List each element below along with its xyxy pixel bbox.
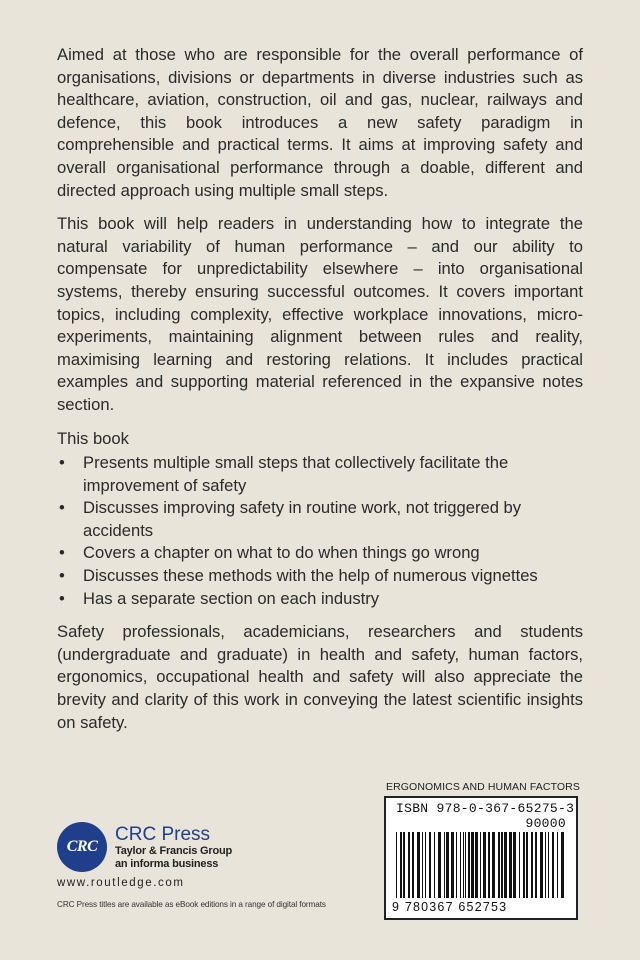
bullet-icon: •: [59, 543, 65, 563]
barcode-bar: [526, 832, 528, 898]
list-item: [57, 565, 583, 588]
isbn-barcode: [384, 796, 578, 920]
barcode-bar: [429, 832, 431, 898]
description-paragraph-1: Aimed at those who are responsible for the overall performance of organisations, divisions or departments in diverse industries such as healthcare, aviation, construction, oil and gas, nuclear, railways and defence, this book introduces a new safety paradigm in comprehensible and practical terms. It aims at improving safety and overall organisational performance through a doable, different and directed approach using multiple small steps.: [57, 45, 583, 200]
barcode-bar: [504, 832, 507, 898]
barcode-bar: [444, 832, 445, 898]
barcode-bar: [501, 832, 503, 898]
audience-paragraph: Safety professionals, academicians, researchers and students (undergraduate and graduate) in health and safety, human factors, ergonomics, occupational health and safety will also appreciate the brevity and clarity of this work in conveying the latest scientific insights on safety.: [57, 622, 583, 732]
list-item: [57, 452, 583, 497]
barcode-bar: [498, 832, 500, 898]
barcode-bar: [465, 832, 466, 898]
list-item-text: Discusses improving safety in routine work, not triggered by accidents: [83, 498, 522, 540]
bullet-icon: •: [59, 588, 65, 608]
publisher-name: CRC Press: [115, 824, 211, 845]
barcode-bar: [548, 832, 549, 898]
subject-category: ERGONOMICS AND HUMAN FACTORS: [386, 781, 580, 793]
barcode-bar: [408, 832, 410, 898]
bullet-icon: •: [59, 566, 65, 586]
barcode-bar: [422, 832, 423, 898]
publisher-website: www.routledge.com: [57, 877, 185, 889]
price-code: 90000: [525, 816, 566, 831]
barcode-bar: [463, 832, 464, 898]
barcode-bar: [509, 832, 512, 898]
list-item-text: Discusses these methods with the help of numerous vignettes: [83, 566, 538, 586]
barcode-bars: [396, 832, 568, 898]
barcode-bar: [451, 832, 454, 898]
barcode-bar: [471, 832, 474, 898]
list-item-text: Has a separate section on each industry: [83, 588, 380, 608]
barcode-bar: [513, 832, 516, 898]
barcode-bar: [557, 832, 558, 898]
crc-logo-icon: CRC: [57, 822, 107, 872]
barcode-bar: [483, 832, 486, 898]
list-item: [57, 542, 583, 565]
barcode-bar: [519, 832, 520, 898]
barcode-bar: [425, 832, 426, 898]
barcode-bar: [412, 832, 414, 898]
publisher-tagline: an informa business: [115, 858, 219, 870]
bullet-icon: •: [59, 498, 65, 518]
barcode-bar: [540, 832, 543, 898]
barcode-bar: [531, 832, 533, 898]
barcode-bar: [417, 832, 420, 898]
barcode-bar: [446, 832, 449, 898]
barcode-bar: [468, 832, 470, 898]
barcode-bar: [523, 832, 525, 898]
barcode-bar: [480, 832, 481, 898]
list-intro: This book: [57, 428, 129, 448]
barcode-bar: [561, 832, 564, 898]
list-item-text: Presents multiple small steps that collectively facilitate the improvement of safety: [83, 453, 509, 495]
barcode-bar: [456, 832, 457, 898]
barcode-bar: [545, 832, 546, 898]
barcode-bar: [552, 832, 554, 898]
feature-list: [57, 452, 583, 610]
isbn-label: ISBN 978-0-367-65275-3: [396, 801, 575, 816]
barcode-bar: [434, 832, 435, 898]
ebook-note: CRC Press titles are available as eBook editions in a range of digital formats: [57, 900, 326, 909]
barcode-bar: [492, 832, 495, 898]
barcode-bar: [488, 832, 490, 898]
barcode-bar: [438, 832, 441, 898]
description-paragraph-2: This book will help readers in understanding how to integrate the natural variability of human performance – and our ability to compensate for unpredictability elsewhere – into organisational systems, thereby ensuring successful outcomes. It covers important topics, including complexity, effective workplace innovations, micro-experiments, maintaining alignment between rules and reality, maximising learning and restoring relations. It includes practical examples and supporting material referenced in the expansive notes section.: [57, 214, 583, 414]
list-item: [57, 588, 583, 611]
list-item: [57, 497, 583, 542]
barcode-bar: [396, 832, 397, 898]
barcode-bar: [403, 832, 405, 898]
bullet-icon: •: [59, 453, 65, 473]
barcode-bar: [400, 832, 402, 898]
barcode-bar: [460, 832, 461, 898]
barcode-bar: [535, 832, 537, 898]
back-cover-text: [57, 44, 583, 745]
barcode-digits: 9 780367 652753: [392, 900, 508, 914]
barcode-bar: [475, 832, 478, 898]
list-item-text: Covers a chapter on what to do when things go wrong: [83, 543, 480, 563]
publisher-group: Taylor & Francis Group: [115, 845, 233, 857]
publisher-text: [115, 824, 232, 871]
